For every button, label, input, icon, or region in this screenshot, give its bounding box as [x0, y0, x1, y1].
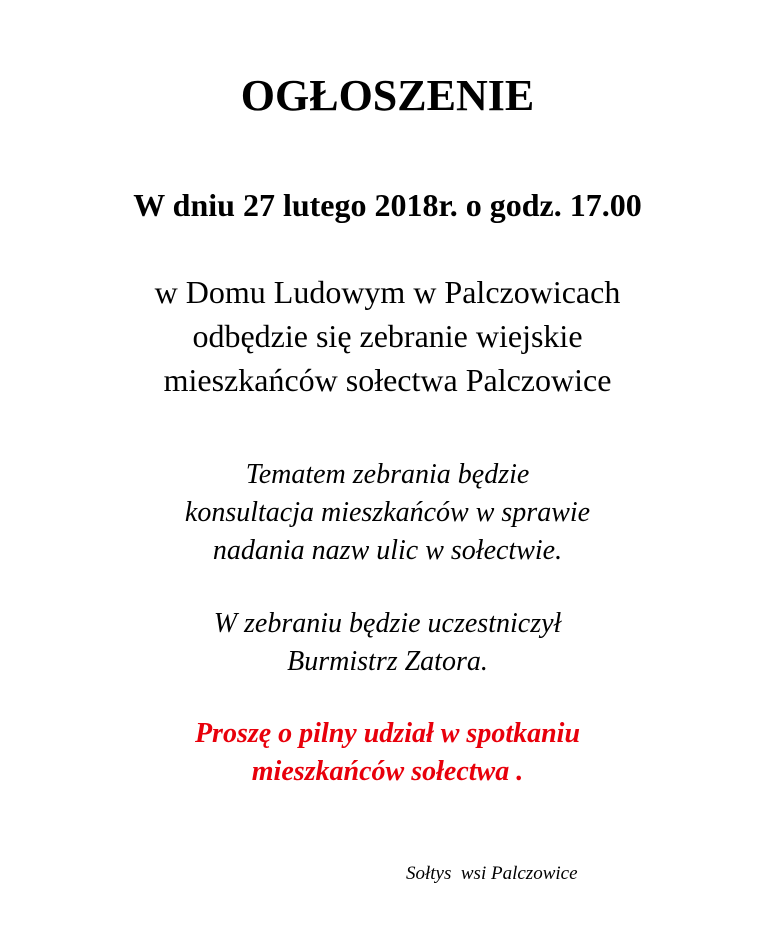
attendance-appeal-line: mieszkańców sołectwa . [251, 756, 524, 787]
signature: Sołtys wsi Palczowice [406, 863, 578, 884]
meeting-description-line: odbędzie się zebranie wiejskie [192, 318, 583, 354]
announcement-title: OGŁOSZENIE [240, 71, 535, 120]
meeting-place-line: w Domu Ludowym w Palczowicach [154, 274, 621, 310]
meeting-audience-line: mieszkańców sołectwa Palczowice [163, 362, 612, 398]
guest-line: W zebraniu będzie uczestniczył [213, 608, 562, 639]
meeting-date-line: W dniu 27 lutego 2018r. o godz. 17.00 [133, 187, 642, 223]
meeting-topic-line: konsultacja mieszkańców w sprawie [184, 497, 591, 528]
meeting-topic-line: nadania nazw ulic w sołectwie. [212, 535, 563, 566]
attendance-appeal-line: Proszę o pilny udział w spotkaniu [194, 718, 581, 749]
meeting-topic-line: Tematem zebrania będzie [245, 459, 530, 490]
guest-line: Burmistrz Zatora. [287, 646, 488, 677]
